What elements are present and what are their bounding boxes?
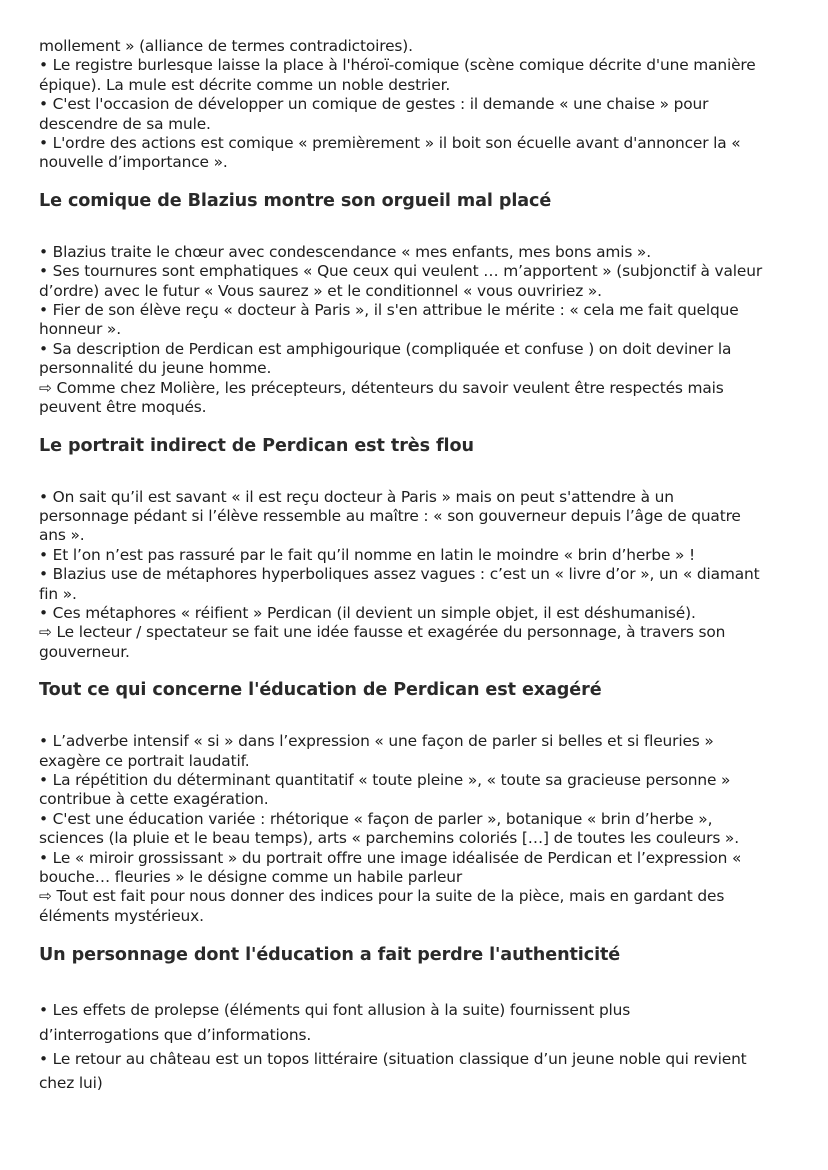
section-portrait <box>39 488 790 703</box>
body-line: • On sait qu’il est savant « il est reçu docteur à Paris » mais on peut s'attendre à un <box>39 487 674 506</box>
intro-line: • C'est l'occasion de développer un comique de gestes : il demande « une chaise » pour <box>39 95 709 114</box>
section-heading: Le comique de Blazius montre son orgueil mal placé <box>39 190 552 211</box>
intro-line: nouvelle d’importance ». <box>39 153 228 172</box>
section-blazius <box>39 243 790 458</box>
intro-line: • L'ordre des actions est comique « premièrement » il boit son écuelle avant d'annoncer la « <box>39 134 741 153</box>
section-heading: Un personnage dont l'éducation a fait perdre l'authenticité <box>39 945 621 966</box>
body-line: personnalité du jeune homme. <box>39 359 272 378</box>
body-line: • Fier de son élève reçu « docteur à Paris », il s'en attribue le mérite : « cela me fait quelque <box>39 301 739 320</box>
body-line: peuvent être moqués. <box>39 398 207 417</box>
body-line: • Sa description de Perdican est amphigourique (compliquée et confuse ) on doit deviner la <box>39 339 732 358</box>
section-heading: Tout ce qui concerne l'éducation de Perdican est exagéré <box>39 680 602 701</box>
intro-line: mollement » (alliance de termes contradictoires). <box>39 37 413 55</box>
body-line: fin ». <box>39 584 77 603</box>
body-line: • Blazius traite le chœur avec condescendance « mes enfants, mes bons amis ». <box>39 242 651 261</box>
body-line: ⇨ Tout est fait pour nous donner des indices pour la suite de la pièce, mais en gardant des <box>39 887 725 906</box>
body-line: • Blazius use de métaphores hyperboliques assez vagues : c’est un « livre d’or », un « diamant <box>39 565 760 584</box>
body-line: personnage pédant si l’élève ressemble au maître : « son gouverneur depuis l’âge de quatre <box>39 506 741 525</box>
section-heading: Le portrait indirect de Perdican est très flou <box>39 435 474 456</box>
body-line: d’interrogations que d’informations. <box>39 1025 312 1044</box>
body-line: éléments mystérieux. <box>39 906 204 925</box>
intro-block <box>39 37 790 213</box>
body-line: • Et l’on n’est pas rassuré par le fait qu’il nomme en latin le moindre « brin d’herbe » ! <box>39 545 696 564</box>
body-line: • La répétition du déterminant quantitatif « toute pleine », « toute sa gracieuse personne » <box>39 770 731 789</box>
body-line: ans ». <box>39 526 85 545</box>
section-authenticity <box>39 998 790 1096</box>
body-line: chez lui) <box>39 1074 103 1093</box>
section-education <box>39 732 790 967</box>
body-line: sciences (la pluie et le beau temps), arts « parchemins coloriés […] de toutes les couleurs ». <box>39 829 739 848</box>
intro-line: descendre de sa mule. <box>39 114 211 133</box>
body-line: bouche… fleuries » le désigne comme un habile parleur <box>39 868 463 886</box>
body-line: • L’adverbe intensif « si » dans l’expression « une façon de parler si belles et si fleuries » <box>39 732 714 751</box>
body-line: • Le « miroir grossissant » du portrait offre une image idéalisée de Perdican et l’expression « <box>39 848 742 867</box>
body-line: • Les effets de prolepse (éléments qui font allusion à la suite) fournissent plus <box>39 1001 631 1020</box>
body-line: • Ces métaphores « réifient » Perdican (il devient un simple objet, il est déshumanisé). <box>39 603 696 622</box>
body-line: ⇨ Comme chez Molière, les précepteurs, détenteurs du savoir veulent être respectés mais <box>39 378 724 397</box>
body-line: gouverneur. <box>39 642 130 661</box>
body-line: • C'est une éducation variée : rhétorique « façon de parler », botanique « brin d’herbe », <box>39 809 713 828</box>
body-line: d’ordre) avec le futur « Vous saurez » et le conditionnel « vous ouvririez ». <box>39 281 602 300</box>
body-line: • Ses tournures sont emphatiques « Que ceux qui veulent … m’apportent » (subjonctif à valeur <box>39 262 763 281</box>
intro-line: épique). La mule est décrite comme un noble destrier. <box>39 75 451 94</box>
body-line: exagère ce portrait laudatif. <box>39 751 250 770</box>
intro-line: • Le registre burlesque laisse la place à l'héroï-comique (scène comique décrite d'une manière <box>39 56 756 75</box>
body-line: contribue à cette exagération. <box>39 790 269 809</box>
body-line: honneur ». <box>39 320 121 339</box>
body-line: ⇨ Le lecteur / spectateur se fait une idée fausse et exagérée du personnage, à travers son <box>39 623 726 642</box>
body-line: • Le retour au château est un topos littéraire (situation classique d’un jeune noble qui revient <box>39 1050 747 1069</box>
